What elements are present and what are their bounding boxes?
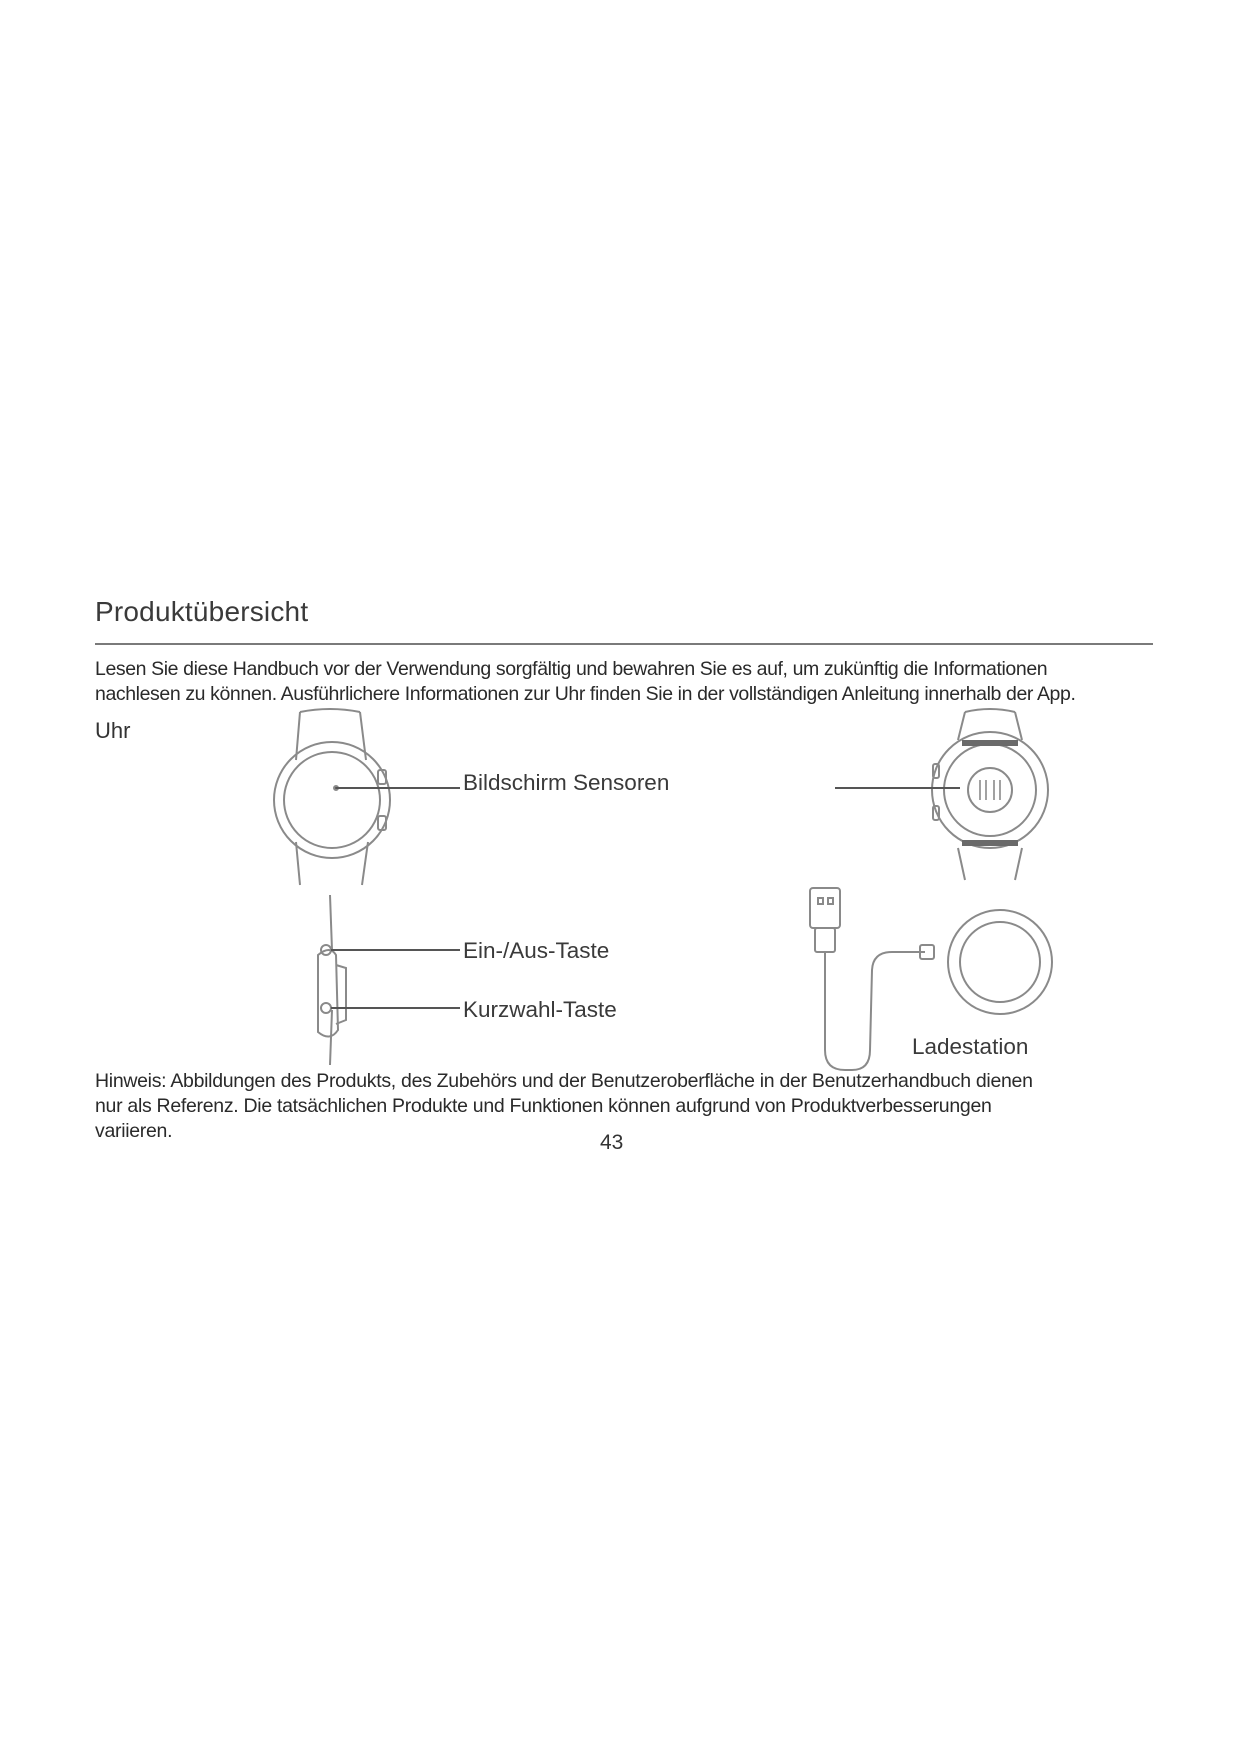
note-line: Hinweis: Abbildungen des Produkts, des Zubehörs und der Benutzeroberfläche in der Benutzerhandbuch dienen	[95, 1070, 1033, 1092]
note-line: nur als Referenz. Die tatsächlichen Produkte und Funktionen können aufgrund von Produktverbesserungen	[95, 1095, 992, 1117]
intro-line: nachlesen zu können. Ausführlichere Informationen zur Uhr finden Sie in der vollständigen Anleitung innerhalb der App.	[95, 683, 1076, 705]
note-line: variieren.	[95, 1120, 173, 1142]
page-number: 43	[600, 1131, 624, 1154]
watch-front-icon	[274, 709, 390, 885]
label-shortcut-button: Kurzwahl-Taste	[463, 997, 617, 1022]
label-screen-sensors: Bildschirm Sensoren	[463, 770, 670, 795]
intro-line: Lesen Sie diese Handbuch vor der Verwendung sorgfältig und bewahren Sie es auf, um zukünftig die Informationen	[95, 658, 1048, 680]
label-power-button: Ein-/Aus-Taste	[463, 938, 610, 963]
label-charging-dock: Ladestation	[912, 1034, 1029, 1059]
note-paragraph	[95, 1069, 1165, 1144]
watch-side-icon	[318, 895, 346, 1065]
subheading-watch: Uhr	[95, 718, 131, 743]
watch-back-icon	[932, 709, 1048, 880]
section-title: Produktübersicht	[95, 596, 309, 627]
